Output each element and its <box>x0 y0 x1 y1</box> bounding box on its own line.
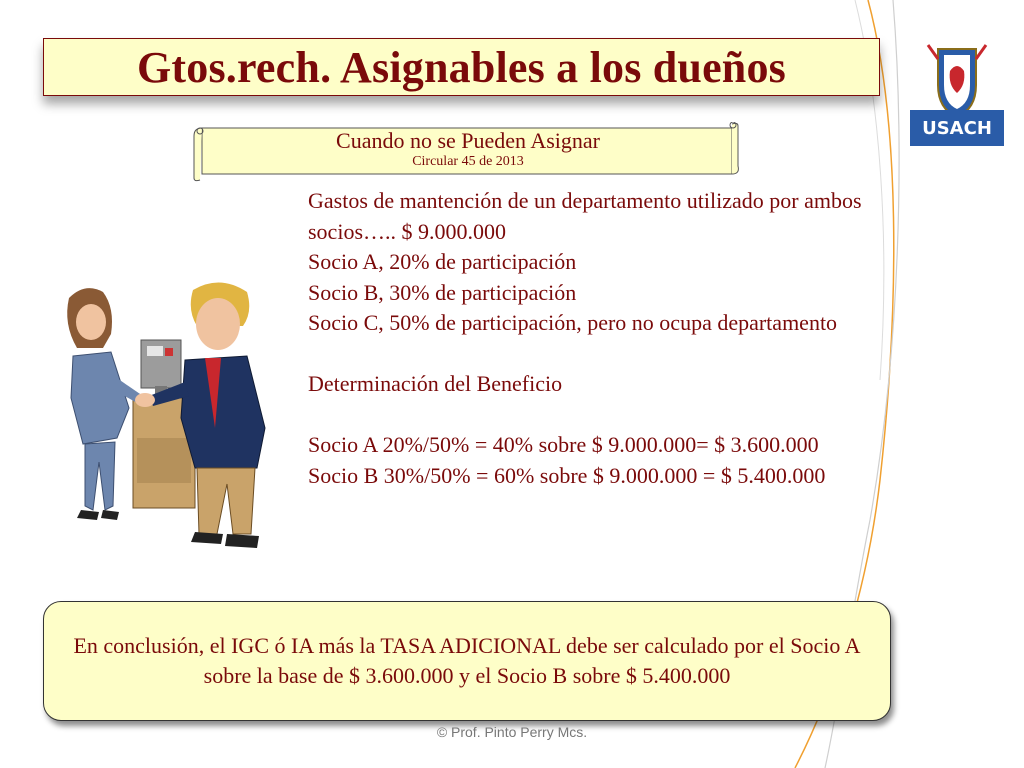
scroll-text <box>210 128 726 170</box>
body-line: Socio A 20%/50% = 40% sobre $ 9.000.000= $ 3.600.000 <box>308 432 819 457</box>
spacer <box>308 400 868 431</box>
handshake-illustration <box>55 278 280 560</box>
body-line: Determinación del Beneficio <box>308 371 563 396</box>
usach-label: USACH <box>910 110 1004 146</box>
title-banner <box>43 38 880 96</box>
scroll-subheading: Circular 45 de 2013 <box>412 154 524 169</box>
body-content <box>308 186 868 491</box>
scroll-heading: Cuando no se Pueden Asignar <box>336 128 600 153</box>
body-line: Gastos de mantención de un departamento utilizado por ambos socios….. $ 9.000.000 <box>308 188 862 244</box>
body-line: Socio C, 50% de participación, pero no ocupa departamento <box>308 310 838 335</box>
slide-title: Gtos.rech. Asignables a los dueños <box>137 42 786 92</box>
body-line: Socio B, 30% de participación <box>308 279 577 305</box>
conclusion-text: En conclusión, el IGC ó IA más la TASA ADICIONAL debe ser calculado por el Socio A sobre la base de $ 3.600.000 y el Socio B sobre $ 5.400.000 <box>73 633 861 688</box>
conclusion-box <box>43 601 891 721</box>
body-line: Socio A, 20% de participación <box>308 249 577 274</box>
body-line: Socio B 30%/50% = 60% sobre $ 9.000.000 = $ 5.400.000 <box>308 462 826 488</box>
spacer <box>308 339 868 370</box>
footer-credit: © Prof. Pinto Perry Mcs. <box>436 724 588 740</box>
